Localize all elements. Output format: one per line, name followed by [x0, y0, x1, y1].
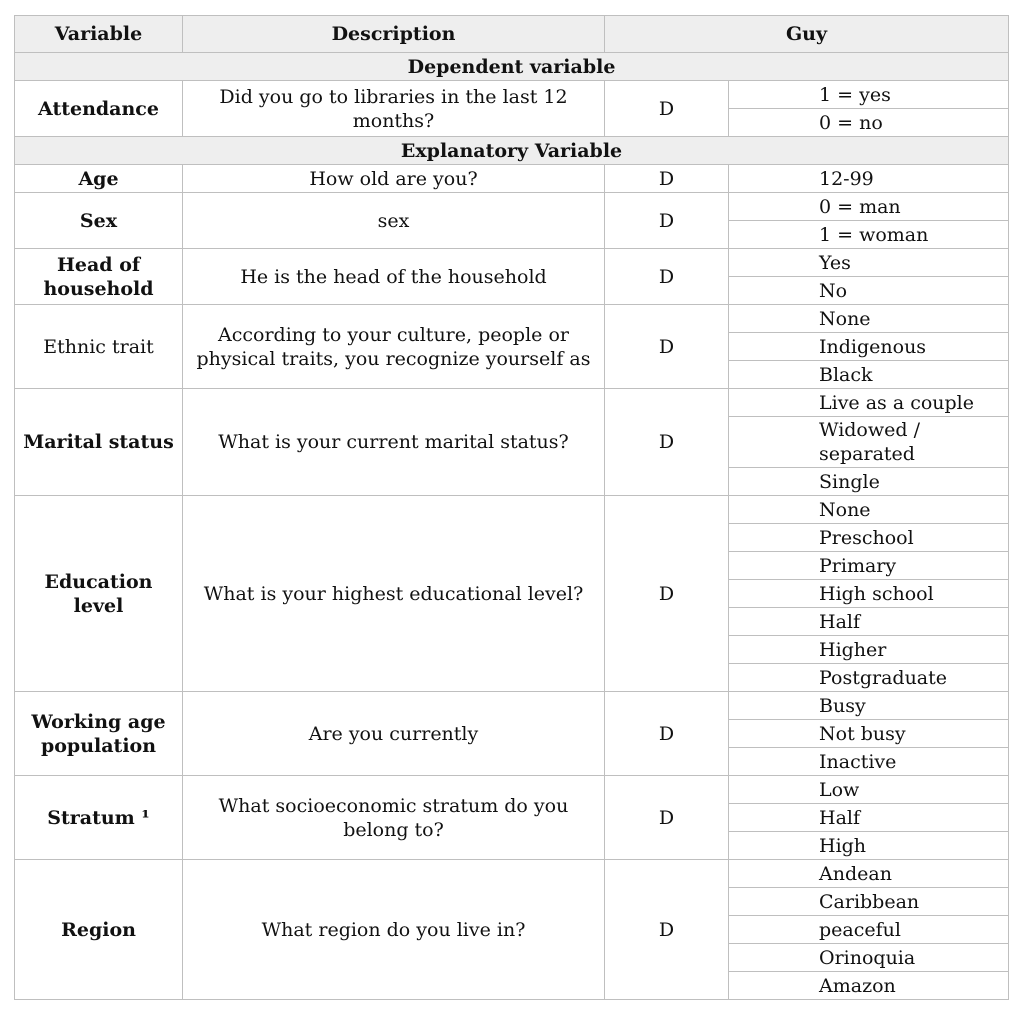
option-cell: High school: [729, 580, 1009, 608]
option-cell: Orinoquia: [729, 944, 1009, 972]
variable-stratum: Stratum ¹: [15, 776, 183, 860]
option-cell: Indigenous: [729, 333, 1009, 361]
type-working-age-population: D: [605, 692, 729, 776]
variable-sex: Sex: [15, 193, 183, 249]
description-region: What region do you live in?: [183, 860, 605, 1000]
option-cell: Single: [729, 468, 1009, 496]
section-dependent: Dependent variable: [15, 53, 1009, 81]
option-cell: Half: [729, 608, 1009, 636]
table-row: [15, 496, 1009, 524]
type-stratum: D: [605, 776, 729, 860]
option-cell: 12-99: [729, 165, 1009, 193]
option-cell: Widowed / separated: [729, 417, 1009, 468]
header-variable: Variable: [15, 16, 183, 53]
table-row: [15, 165, 1009, 193]
option-cell: Postgraduate: [729, 664, 1009, 692]
type-marital-status: D: [605, 389, 729, 496]
type-head-of-household: D: [605, 249, 729, 305]
table-row: [15, 389, 1009, 417]
variable-attendance: Attendance: [15, 81, 183, 137]
description-age: How old are you?: [183, 165, 605, 193]
type-age: D: [605, 165, 729, 193]
description-stratum: What socioeconomic stratum do you belong to?: [183, 776, 605, 860]
table-row: [15, 860, 1009, 888]
option-cell: Not busy: [729, 720, 1009, 748]
option-cell: Andean: [729, 860, 1009, 888]
option-cell: Caribbean: [729, 888, 1009, 916]
option-cell: Inactive: [729, 748, 1009, 776]
section-row-explanatory: [15, 137, 1009, 165]
description-ethnic-trait: According to your culture, people or physical traits, you recognize yourself as: [183, 305, 605, 389]
option-cell: 0 = no: [729, 109, 1009, 137]
table-row: [15, 81, 1009, 109]
section-explanatory: Explanatory Variable: [15, 137, 1009, 165]
table-row: [15, 305, 1009, 333]
option-cell: None: [729, 496, 1009, 524]
option-cell: 1 = woman: [729, 221, 1009, 249]
table-row: [15, 692, 1009, 720]
option-cell: Busy: [729, 692, 1009, 720]
option-cell: No: [729, 277, 1009, 305]
type-education-level: D: [605, 496, 729, 692]
type-sex: D: [605, 193, 729, 249]
option-cell: peaceful: [729, 916, 1009, 944]
option-cell: Low: [729, 776, 1009, 804]
header-row: [15, 16, 1009, 53]
variable-region: Region: [15, 860, 183, 1000]
variable-working-age-population: Working age population: [15, 692, 183, 776]
table-container: [14, 15, 1009, 1000]
option-cell: 1 = yes: [729, 81, 1009, 109]
option-cell: 0 = man: [729, 193, 1009, 221]
option-cell: Yes: [729, 249, 1009, 277]
variables-table: [14, 15, 1009, 1000]
variable-age: Age: [15, 165, 183, 193]
description-education-level: What is your highest educational level?: [183, 496, 605, 692]
variable-marital-status: Marital status: [15, 389, 183, 496]
type-attendance: D: [605, 81, 729, 137]
table-row: [15, 776, 1009, 804]
description-attendance: Did you go to libraries in the last 12 months?: [183, 81, 605, 137]
variable-ethnic-trait: Ethnic trait: [15, 305, 183, 389]
option-cell: Amazon: [729, 972, 1009, 1000]
variable-head-of-household: Head of household: [15, 249, 183, 305]
type-region: D: [605, 860, 729, 1000]
option-cell: Live as a couple: [729, 389, 1009, 417]
description-sex: sex: [183, 193, 605, 249]
table-row: [15, 249, 1009, 277]
option-cell: Preschool: [729, 524, 1009, 552]
section-row-dependent: [15, 53, 1009, 81]
description-working-age-population: Are you currently: [183, 692, 605, 776]
option-cell: Higher: [729, 636, 1009, 664]
type-ethnic-trait: D: [605, 305, 729, 389]
option-cell: None: [729, 305, 1009, 333]
option-cell: Black: [729, 361, 1009, 389]
header-guy: Guy: [605, 16, 1009, 53]
option-cell: Half: [729, 804, 1009, 832]
variable-education-level: Education level: [15, 496, 183, 692]
table-row: [15, 193, 1009, 221]
description-head-of-household: He is the head of the household: [183, 249, 605, 305]
header-description: Description: [183, 16, 605, 53]
option-cell: High: [729, 832, 1009, 860]
option-cell: Primary: [729, 552, 1009, 580]
description-marital-status: What is your current marital status?: [183, 389, 605, 496]
